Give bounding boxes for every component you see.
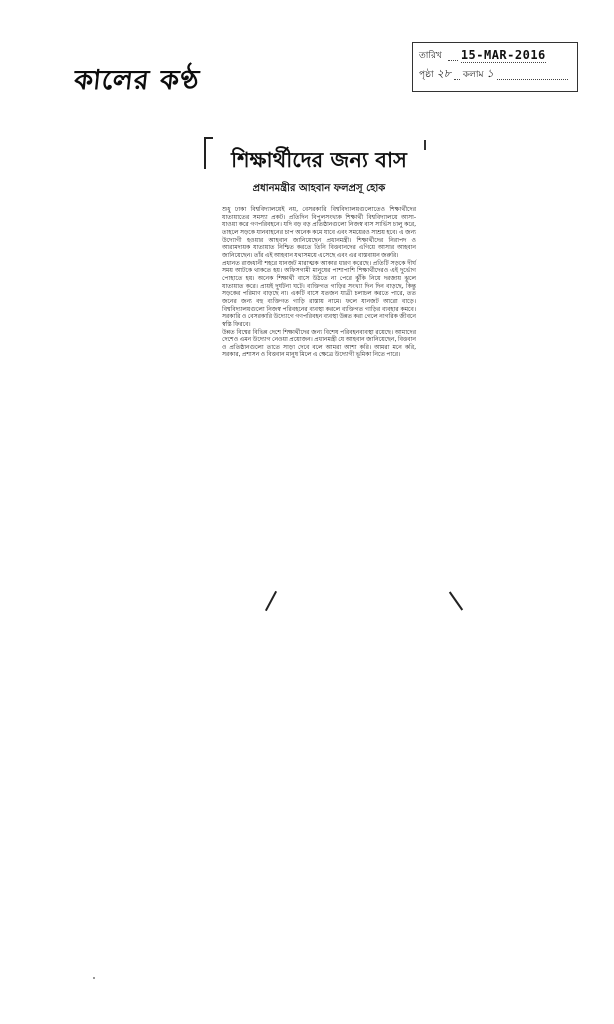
article-paragraph: উন্নত বিশ্বের বিভিন্ন দেশে শিক্ষার্থীদের জন্য বিশেষ পরিবহনব্যবস্থা রয়েছে। আমাদের দেশেও এমন উদ্যোগ নেওয়া প্রয়োজন। প্রধানমন্ত্রী যে আহবান জানিয়েছেন, বিত্তবান ও প্রতিষ্ঠানগুলো তাতে সাড়া দেবে বলে আমরা আশা করি। আমরা মনে করি, সরকার, প্রশাসন ও বিত্তবান মানুষ মিলে এ ক্ষেত্রে উদ্যোগী ভূমিকা নিতে পারে।: [222, 328, 416, 359]
stamp-page-label: পৃষ্ঠা: [419, 70, 434, 80]
article-body: [222, 206, 416, 359]
stamp-page-row: [419, 65, 571, 84]
newspaper-masthead: কালের কণ্ঠ: [72, 65, 202, 96]
stamp-date-value: 15-MAR-2016: [460, 48, 546, 62]
stamp-dotted-line: [448, 50, 458, 61]
stamp-date-label: তারিখ: [419, 51, 442, 61]
article-paragraph: শুধু ঢাকা বিশ্ববিদ্যালয়েই নয়, বেসরকারি বিশ্ববিদ্যালয়গুলোতেও শিক্ষার্থীদের যাতায়াতের সমস্যা প্রকট। প্রতিদিন বিপুলসংখ্যক শিক্ষার্থী বিশ্ববিদ্যালয়ে আসা-যাওয়া করে গণপরিবহনে। যদি বড় বড় প্রতিষ্ঠানগুলো নিজস্ব বাস সার্ভিস চালু করে, তাহলে সড়কে যানবাহনের চাপ অনেক কমে যাবে এবং সময়েরও সাশ্রয় হবে। এ জন্য উদ্যোগী হওয়ার আহবান জানিয়েছেন প্রধানমন্ত্রী। শিক্ষার্থীদের নিরাপদ ও আরামদায়ক যাতায়াত নিশ্চিত করতে তিনি বিত্তবানদের এগিয়ে আসার আহবান জানিয়েছেন। তাঁর এই আহবান যথাসময়ে এসেছে এবং এর বাস্তবায়ন জরুরি।: [222, 206, 416, 259]
scan-speck: [93, 977, 95, 979]
clipping-cut-mark: [449, 591, 463, 610]
article-byline: প্রধানমন্ত্রীর আহবান ফলপ্রসূ হোক: [252, 183, 386, 194]
article-headline: শিক্ষার্থীদের জন্য বাস: [231, 148, 407, 172]
article-clipping: [222, 140, 416, 359]
stamp-date-row: [419, 46, 571, 65]
stamp-page-value: ২৮: [436, 67, 451, 80]
clipping-corner-mark: [419, 140, 426, 150]
clipping-cut-mark: [265, 591, 277, 611]
stamp-dotted-line: [497, 69, 568, 80]
clipping-stamp: [412, 42, 578, 92]
clipping-corner-mark: [204, 137, 213, 169]
article-paragraph: প্রধানত রাজধানী শহরে যানজট মারাত্মক আকার ধারণ করেছে। প্রতিটি সড়কে দীর্ঘ সময় আটকে থাকতে হয়। অফিসগামী মানুষের পাশাপাশি শিক্ষার্থীদেরও এই দুর্ভোগ পোহাতে হয়। অনেক শিক্ষার্থী বাসে উঠতে না পেরে ঝুঁকি নিয়ে দরজায় ঝুলে যাতায়াত করে। প্রায়ই দুর্ঘটনা ঘটে। ব্যক্তিগত গাড়ির সংখ্যা দিন দিন বাড়ছে, কিন্তু সড়কের পরিমাণ বাড়ছে না। একটি বাসে যতজন যাত্রী চলাচল করতে পারে, তত জনের জন্য বহু ব্যক্তিগত গাড়ি রাস্তায় নামে। ফলে যানজট আরো বাড়ে। বিশ্ববিদ্যালয়গুলো নিজস্ব পরিবহনের ব্যবস্থা করলে ব্যক্তিগত গাড়ির ব্যবহার কমবে। সরকারি ও বেসরকারি উদ্যোগে গণপরিবহন ব্যবস্থা উন্নত করা গেলে নাগরিক জীবনে স্বস্তি ফিরবে।: [222, 259, 416, 328]
stamp-column-label: কলাম: [462, 70, 484, 80]
stamp-dotted-line: [454, 69, 460, 80]
stamp-column-value: ১: [486, 67, 494, 80]
